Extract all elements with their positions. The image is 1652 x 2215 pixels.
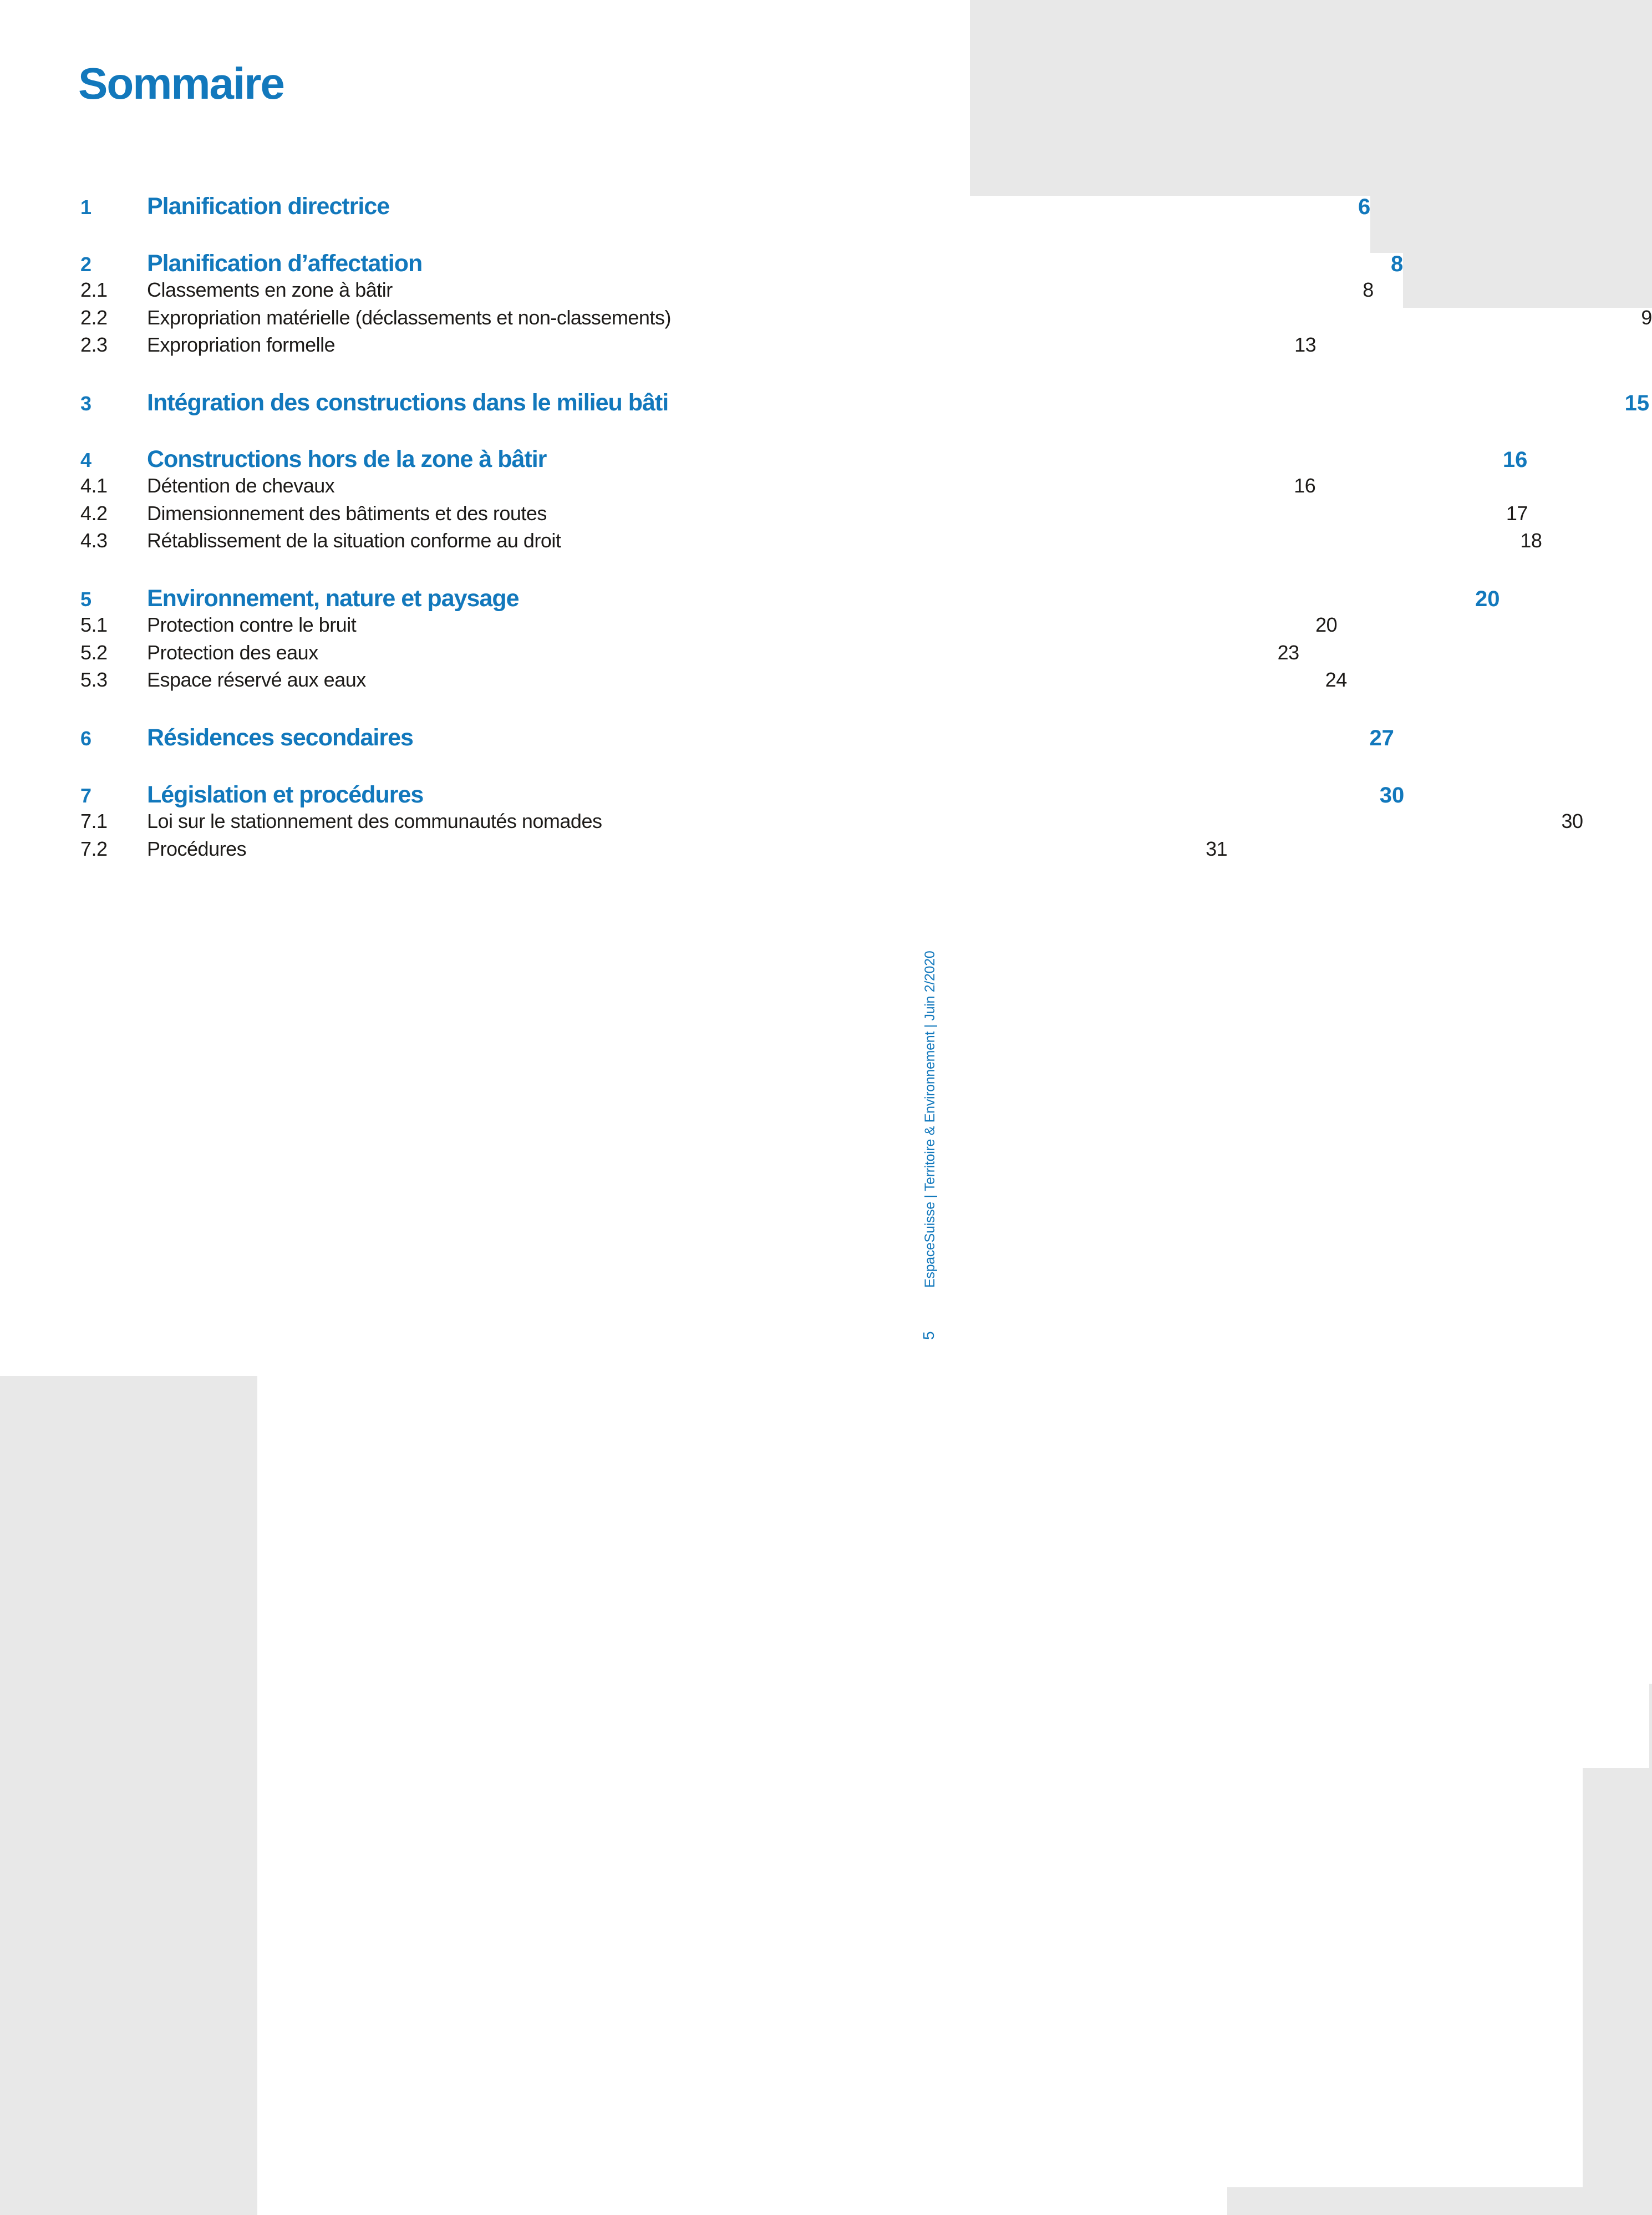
toc-entry-page: 8 bbox=[404, 280, 1374, 1656]
toc-entry-number: 7.1 bbox=[80, 810, 108, 832]
toc-entry-label: Protection contre le bruit bbox=[147, 613, 357, 636]
toc-entry-label: Classements en zone à bâtir bbox=[147, 278, 393, 301]
toc-entry-label: Expropriation formelle bbox=[147, 333, 336, 356]
toc-entry-page: 23 bbox=[329, 643, 1299, 2019]
page-number: 5 bbox=[920, 1331, 937, 1340]
toc-entry-label: Procédures bbox=[147, 837, 247, 860]
toc-entry-page: 20 bbox=[367, 615, 1337, 1991]
toc-entry-label: Planification d’affectation bbox=[147, 250, 423, 277]
toc-entry-number: 7 bbox=[80, 784, 92, 807]
toc-entry-number: 2 bbox=[80, 253, 92, 276]
toc-entry-number: 3 bbox=[80, 392, 92, 415]
toc-entry-page: 30 bbox=[613, 811, 1583, 2187]
toc-entry-page: 30 bbox=[434, 784, 1404, 2160]
toc-entry-page: 8 bbox=[433, 253, 1403, 1629]
toc-entry-page: 17 bbox=[558, 504, 1528, 1879]
toc-entry-number: 2.3 bbox=[80, 333, 108, 356]
toc-entry-number: 4.1 bbox=[80, 474, 108, 497]
toc-entry-number: 6 bbox=[80, 727, 92, 750]
toc-entry-label: Résidences secondaires bbox=[147, 724, 413, 751]
toc-entry-label: Espace réservé aux eaux bbox=[147, 668, 366, 691]
toc-entry-label: Constructions hors de la zone à bâtir bbox=[147, 446, 547, 473]
toc-entry-page: 16 bbox=[345, 476, 1315, 1852]
toc-entry-number: 4 bbox=[80, 449, 92, 471]
toc-entry-number: 5.3 bbox=[80, 668, 108, 691]
toc-entry-page: 13 bbox=[346, 335, 1316, 1711]
toc-entry-label: Loi sur le stationnement des communautés nomades bbox=[147, 810, 602, 832]
toc-entry-page: 31 bbox=[257, 839, 1227, 2215]
edition-caption: EspaceSuisse | Territoire & Environnement | Juin 2/2020 bbox=[922, 951, 938, 1288]
toc-entry-label: Environnement, nature et paysage bbox=[147, 585, 519, 612]
toc-entry-number: 2.2 bbox=[80, 306, 108, 329]
toc-entry-label: Planification directrice bbox=[147, 193, 390, 220]
toc-entry-page: 27 bbox=[424, 727, 1394, 2103]
toc-entry-number: 5.2 bbox=[80, 641, 108, 664]
toc-entry-number: 4.2 bbox=[80, 502, 108, 525]
page-title: Sommaire bbox=[78, 59, 284, 108]
toc-entry-page: 20 bbox=[530, 588, 1500, 1964]
toc-entry-label: Expropriation matérielle (déclassements et non-classements) bbox=[147, 306, 671, 329]
toc-entry-label: Législation et procédures bbox=[147, 781, 424, 808]
toc-entry-label: Protection des eaux bbox=[147, 641, 318, 664]
toc-entry-number: 1 bbox=[80, 196, 92, 219]
toc-entry-page: 24 bbox=[377, 670, 1347, 2046]
toc-entry-page: 15 bbox=[679, 392, 1649, 1768]
toc-entry-label: Détention de chevaux bbox=[147, 474, 335, 497]
toc-entry-number: 4.3 bbox=[80, 529, 108, 552]
toc-entry-page: 6 bbox=[400, 196, 1370, 1572]
toc-entry-page: 18 bbox=[572, 531, 1542, 1907]
toc-entry-label: Dimensionnement des bâtiments et des routes bbox=[147, 502, 547, 525]
toc-entry-number: 5 bbox=[80, 588, 92, 611]
toc-entry-page: 9 bbox=[682, 308, 1652, 1684]
toc-entry-number: 2.1 bbox=[80, 278, 108, 301]
toc-entry-number: 7.2 bbox=[80, 837, 108, 860]
toc-entry-label: Intégration des constructions dans le milieu bâti bbox=[147, 389, 669, 416]
toc-entry-number: 5.1 bbox=[80, 613, 108, 636]
toc-entry-page: 16 bbox=[557, 449, 1527, 1825]
toc-entry-label: Rétablissement de la situation conforme au droit bbox=[147, 529, 561, 552]
